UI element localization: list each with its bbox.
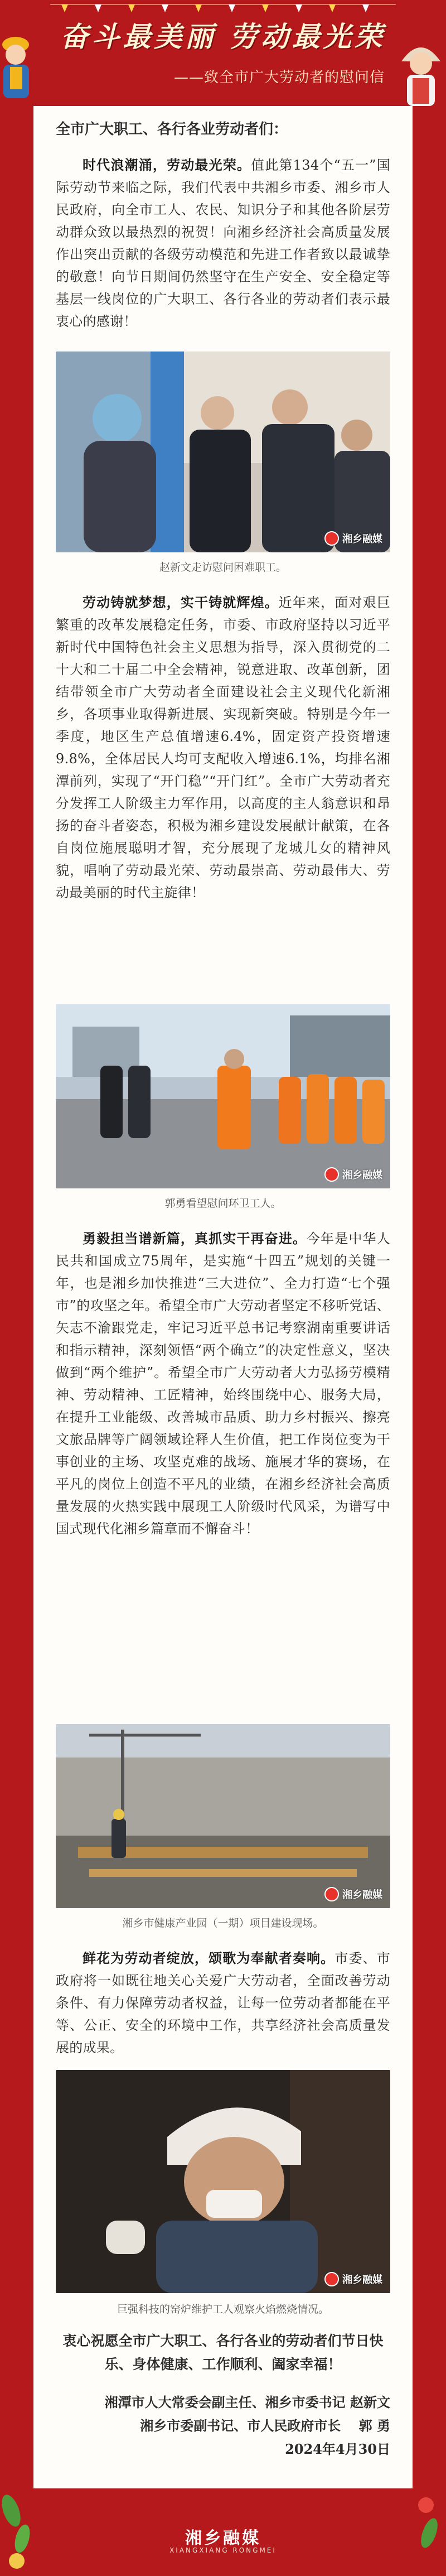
page-subtitle: ——致全市广大劳动者的慰问信 [173,69,385,86]
photo-caption-1: 赵新文走访慰问困难职工。 [159,561,287,574]
paragraph-4-lead: 鲜花为劳动者绽放，颂歌为奉献者奏响。 [83,1950,335,1966]
photo-kiln-worker [56,2070,390,2293]
bunting-decoration [50,3,396,15]
signature-line-1: 湘潭市人大常委会副主任、湘乡市委书记 赵新文 [104,2394,390,2410]
photo-visit-workers-image [56,352,390,552]
photo-kiln-worker-image [56,2070,390,2293]
paragraph-3 [56,1227,390,1540]
signature-line-2: 湘乡市委副书记、市人民政府市长 郭 勇 [140,2418,390,2434]
watermark-text: 湘乡融媒 [342,1169,382,1181]
paragraph-2 [56,591,390,904]
photo-sanitation-workers [56,1004,390,1188]
paragraph-1 [56,154,390,333]
photo-sanitation-workers-image [56,1004,390,1188]
paragraph-1-body: 值此第134个“五一”国际劳动节来临之际，我们代表中共湘乡市委、湘乡市人民政府，向全市工人、农民、知识分子和其他各阶层劳动群众致以最热烈的祝贺！向湘乡经济社会高质量发展作出突出贡献的各级劳动模范和先进工作者致以最诚挚的敬意！向节日期间仍然坚守在生产安全、安全稳定等基层一线岗位的广大职工、各行各业的劳动者们表示最衷心的感谢！ [56,157,390,329]
paragraph-3-body: 今年是中华人民共和国成立75周年，是实施“十四五”规划的关键一年，也是湘乡加快推进“三大进位”、全力打造“七个强市”的攻坚之年。希望全市广大劳动者坚定不移听党话、矢志不渝跟党走，牢记习近平总书记考察湖南重要讲话和指示精神，深刻领悟“两个确立”的决定性意义，坚决做到“两个维护”。希望全市广大劳动者大力弘扬劳模精神、劳动精神、工匠精神，始终围绕中心、服务大局，在提升工业能级、改善城市品质、助力乡村振兴、擦亮文旅品牌等广阔领域诠释人生价值，把工作岗位变为干事创业的主场、攻坚克难的战场、施展才华的赛场，在平凡的岗位上创造不平凡的业绩，在湘乡经济社会高质量发展的火热实践中展现工人阶级时代风采，为谱写中国式现代化湘乡篇章而不懈奋斗！ [56,1231,390,1537]
media-logo-icon [324,531,339,546]
photo-construction-site [56,1724,390,1908]
photo-visit-workers [56,352,390,552]
photo-caption-2: 郭勇看望慰问环卫工人。 [164,1197,282,1210]
footer-media-logo-pinyin: XIANGXIANG RONGMEI [169,2546,277,2554]
letter-date: 2024年4月30日 [285,2441,390,2457]
letter-greeting: 全市广大职工、各行各业劳动者们： [56,121,288,138]
header [0,0,446,106]
paragraph-3-lead: 勇毅担当谱新篇，真抓实干再奋进。 [83,1230,307,1246]
paragraph-4-body: 市委、市政府将一如既往地关心关爱广大劳动者，全面改善劳动条件、有力保障劳动者权益，让每一位劳动者都能在平等、公正、安全的环境中工作，共享经济社会高质量发展的成果。 [56,1951,390,2055]
paragraph-2-lead: 劳动铸就梦想，实干铸就辉煌。 [83,594,279,610]
photo-caption-4: 巨强科技的窑炉维护工人观察火焰燃烧情况。 [117,2303,329,2315]
media-logo-icon [324,1887,339,1901]
photo-watermark [324,531,382,546]
watermark-text: 湘乡融媒 [342,533,382,545]
watermark-text: 湘乡融媒 [342,2274,382,2286]
photo-construction-site-image [56,1724,390,1908]
closing-wishes: 衷心祝愿全市广大职工、各行各业的劳动者们节日快乐、身体健康、工作顺利、阖家幸福！ [62,2333,384,2372]
photo-caption-3: 湘乡市健康产业园（一期）项目建设现场。 [122,1917,324,1929]
letter-paper [33,106,413,2488]
media-logo-icon [324,2272,339,2286]
footer-media-logo: 湘乡融媒 [185,2529,261,2548]
watermark-text: 湘乡融媒 [342,1889,382,1901]
paragraph-2-body: 近年来，面对艰巨繁重的改革发展稳定任务，市委、市政府坚持以习近平新时代中国特色社会主义思想为指导，深入贯彻党的二十大和二十届二中全会精神，锐意进取、改革创新，团结带领全市广大劳动者全面建设社会主义现代化新湘乡，各项事业取得新进展、实现新突破。特别是今年一季度，地区生产总值增速6.4%，固定资产投资增速9.8%，全体居民人均可支配收入增速6.1%，均排名湘潭前列，实现了“开门稳”“开门红”。全市广大劳动者充分发挥工人阶级主力军作用，以高度的主人翁意识和昂扬的奋斗者姿态，积极为湘乡建设发展献计献策，在各自岗位施展聪明才智，充分展现了龙城儿女的精神风貌，唱响了劳动最光荣、劳动最崇高、劳动最伟大、劳动最美丽的时代主旋律！ [56,595,390,901]
paragraph-4 [56,1947,390,2059]
paragraph-1-lead: 时代浪潮涌，劳动最光荣。 [83,157,251,173]
signature-block [105,2391,390,2461]
photo-watermark [324,2272,382,2286]
footer [0,2488,446,2576]
page-title: 奋斗最美丽 劳动最光荣 [60,20,386,53]
photo-watermark [324,1887,382,1901]
media-logo-icon [324,1167,339,1182]
photo-watermark [324,1167,382,1182]
